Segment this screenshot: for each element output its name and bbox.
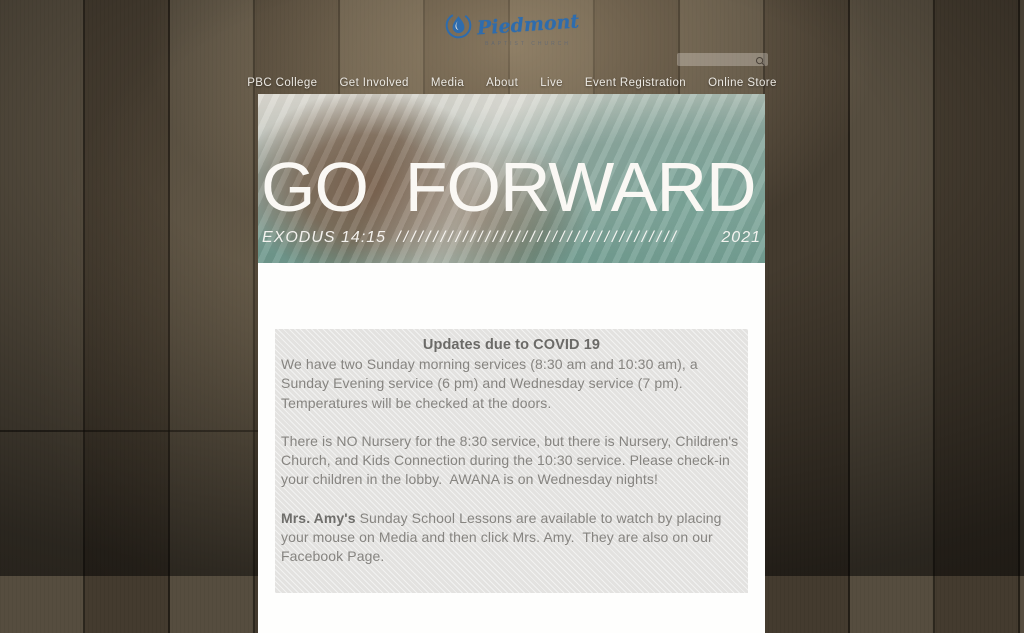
main-nav bbox=[0, 77, 1024, 89]
hero-scripture: EXODUS 14:15 bbox=[262, 229, 387, 246]
nav-item-live[interactable]: Live bbox=[540, 77, 563, 89]
page-container bbox=[258, 94, 765, 633]
hero-banner bbox=[258, 94, 765, 263]
updates-paragraph-services: We have two Sunday morning services (8:30 am and 10:30 am), a Sunday Evening service (6 pm) and Wednesday service (7 pm). Temperatures will be checked at the doors. bbox=[281, 356, 702, 411]
hero-subtitle bbox=[262, 229, 761, 247]
updates-heading: Updates due to COVID 19 bbox=[422, 337, 601, 353]
flame-icon bbox=[445, 12, 472, 44]
nav-item-pbc-college[interactable]: PBC College bbox=[247, 77, 318, 89]
search-box bbox=[677, 53, 768, 66]
brand-name: Piedmont bbox=[476, 10, 580, 40]
hero-year: 2021 bbox=[721, 229, 761, 246]
nav-item-event-registration[interactable]: Event Registration bbox=[584, 77, 687, 89]
hero-title: GO FORWARD bbox=[261, 148, 756, 226]
nav-item-media[interactable]: Media bbox=[430, 77, 465, 89]
hero-slashes-decoration: ////////////////////////////////////// bbox=[396, 229, 679, 246]
nav-item-get-involved[interactable]: Get Involved bbox=[339, 77, 409, 89]
covid-updates-box bbox=[275, 329, 748, 593]
updates-paragraph-lessons bbox=[281, 509, 742, 567]
updates-paragraph-lessons-bold: Mrs. Amy's bbox=[281, 509, 356, 526]
search-icon[interactable] bbox=[755, 54, 766, 65]
site-logo[interactable] bbox=[0, 12, 1024, 47]
nav-item-online-store[interactable]: Online Store bbox=[708, 77, 777, 89]
updates-paragraph-lessons-rest: Sunday School Lessons are available to watch by placing your mouse on Media and then click Mrs. Amy. They are also on our Facebook Page. bbox=[281, 509, 726, 565]
nav-item-about[interactable]: About bbox=[486, 77, 519, 89]
content-section bbox=[258, 263, 765, 633]
updates-paragraph-nursery: There is NO Nursery for the 8:30 service, but there is Nursery, Children's Church, and Kids Connection during the 10:30 service. Please check-in your children in the lobby. AWANA is on Wednesday nights! bbox=[281, 432, 743, 488]
brand-tagline: BAPTIST CHURCH bbox=[485, 41, 571, 47]
